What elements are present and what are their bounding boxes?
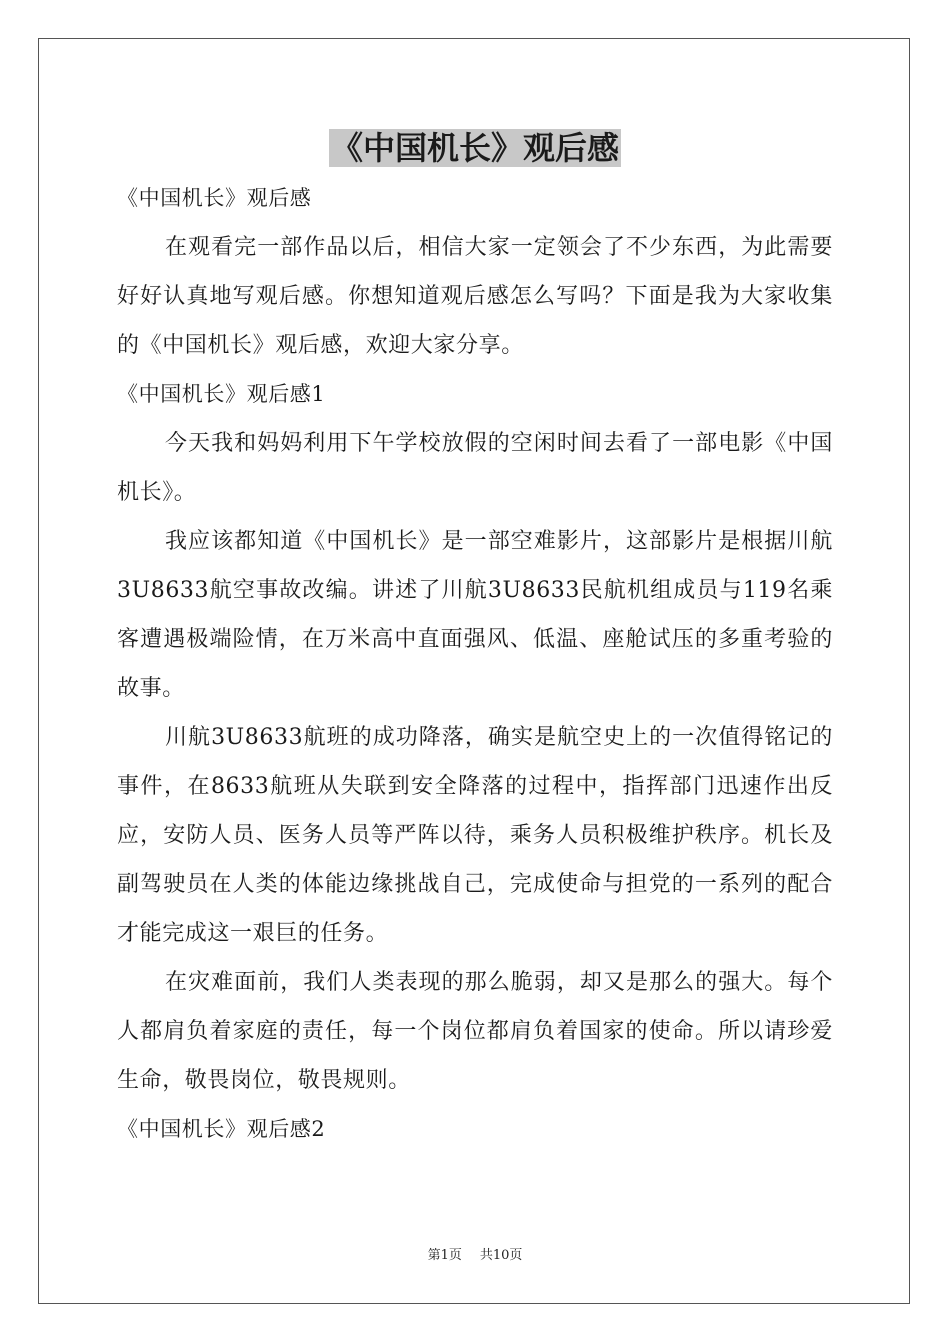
- intro-paragraph: 在观看完一部作品以后，相信大家一定领会了不少东西，为此需要好好认真地写观后感。你想知道观后感怎么写吗？下面是我为大家收集的《中国机长》观后感，欢迎大家分享。: [117, 235, 833, 358]
- page-number: 第1页: [427, 1248, 462, 1263]
- document-body: [117, 174, 833, 1154]
- page-footer: [0, 1244, 950, 1263]
- document-title-text: 《中国机长》观后感: [330, 129, 619, 167]
- document-title: [0, 126, 950, 170]
- section-heading-1: 《中国机长》观后感1: [117, 382, 326, 406]
- page-total: 共10页: [479, 1248, 523, 1263]
- body-paragraph: 今天我和妈妈利用下午学校放假的空闲时间去看了一部电影《中国机长》。: [117, 431, 833, 505]
- body-paragraph: 我应该都知道《中国机长》是一部空难影片，这部影片是根据川航3U8633航空事故改编。讲述了川航3U8633民航机组成员与119名乘客遭遇极端险情，在万米高中直面强风、低温、座舱试压的多重考验的故事。: [117, 529, 833, 701]
- section-heading-2: 《中国机长》观后感2: [117, 1117, 326, 1141]
- section-heading: 《中国机长》观后感: [117, 186, 312, 210]
- body-paragraph: 在灾难面前，我们人类表现的那么脆弱，却又是那么的强大。每个人都肩负着家庭的责任，每一个岗位都肩负着国家的使命。所以请珍爱生命，敬畏岗位，敬畏规则。: [117, 970, 833, 1093]
- body-paragraph: 川航3U8633航班的成功降落，确实是航空史上的一次值得铭记的事件，在8633航班从失联到安全降落的过程中，指挥部门迅速作出反应，安防人员、医务人员等严阵以待，乘务人员积极维护秩序。机长及副驾驶员在人类的体能边缘挑战自己，完成使命与担党的一系列的配合才能完成这一艰巨的任务。: [117, 725, 833, 946]
